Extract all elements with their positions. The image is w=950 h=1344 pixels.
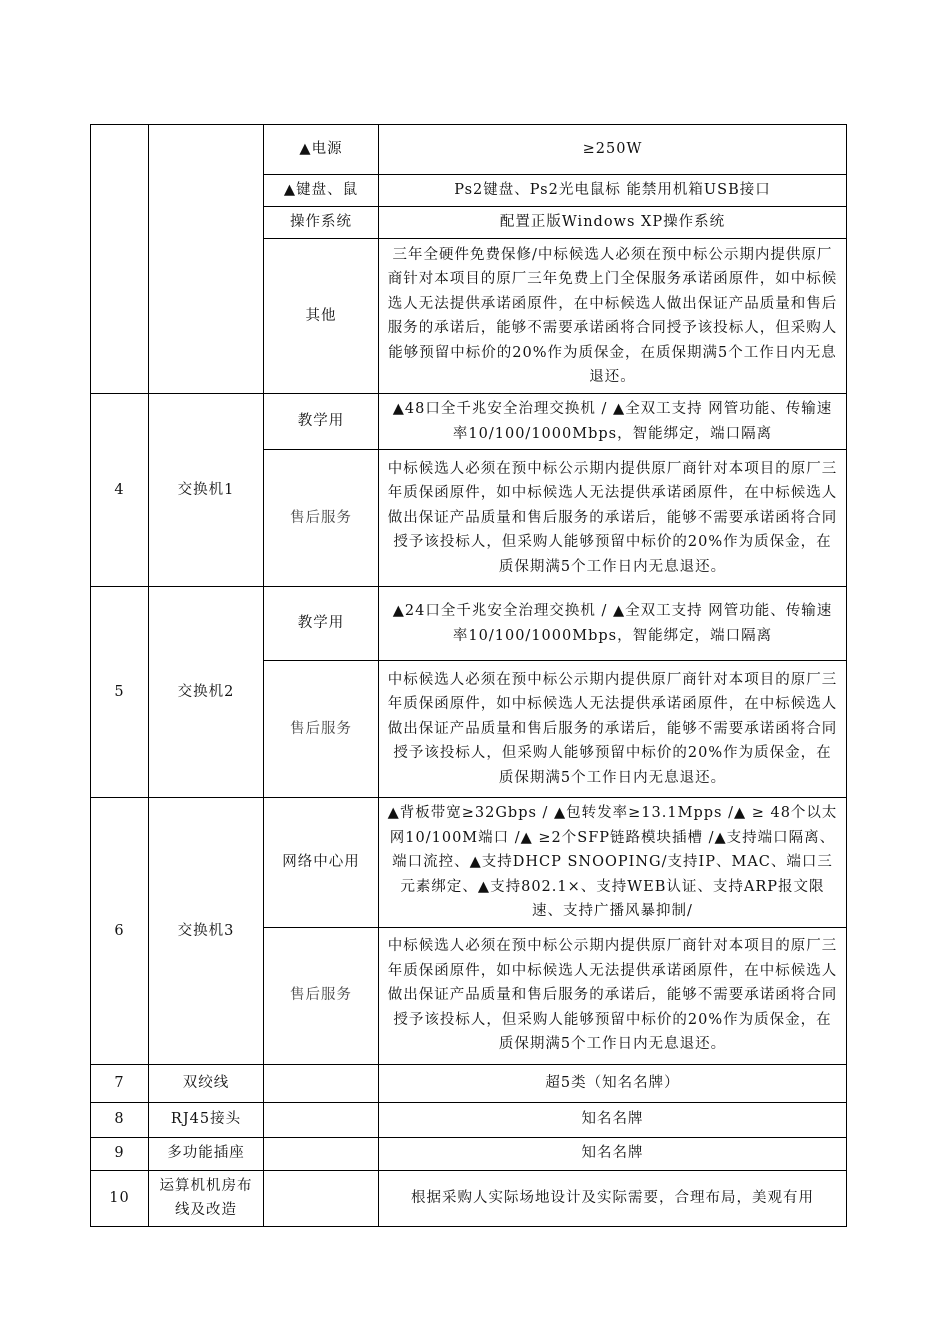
name-cell: 交换机2 xyxy=(149,587,264,798)
table-row xyxy=(91,394,847,450)
spec-value: 超5类（知名名牌） xyxy=(379,1064,847,1102)
spec-label: 操作系统 xyxy=(264,207,379,239)
spec-label: 教学用 xyxy=(264,394,379,450)
name-cell: 运算机机房布线及改造 xyxy=(149,1170,264,1226)
spec-label: 网络中心用 xyxy=(264,798,379,928)
spec-value: 三年全硬件免费保修/中标候选人必须在预中标公示期内提供原厂商针对本项目的原厂三年免费上门全保服务承诺函原件，如中标候选人无法提供承诺函原件，在中标候选人做出保证产品质量和售后服务的承诺后，能够不需要承诺函将合同授予该投标人，但采购人能够预留中标价的20%作为质保金，在质保期满5个工作日内无息退还。 xyxy=(379,239,847,394)
table-row xyxy=(91,1064,847,1102)
name-cell: RJ45接头 xyxy=(149,1102,264,1137)
spec-value: 中标候选人必须在预中标公示期内提供原厂商针对本项目的原厂三年质保函原件，如中标候选人无法提供承诺函原件，在中标候选人做出保证产品质量和售后服务的承诺后，能够不需要承诺函将合同授予该投标人，但采购人能够预留中标价的20%作为质保金，在质保期满5个工作日内无息退还。 xyxy=(379,661,847,798)
spec-label: 售后服务 xyxy=(264,927,379,1064)
spec-value: 知名名牌 xyxy=(379,1102,847,1137)
spec-value: 知名名牌 xyxy=(379,1137,847,1170)
spec-label xyxy=(264,1170,379,1226)
table-row xyxy=(91,1170,847,1226)
spec-value: 中标候选人必须在预中标公示期内提供原厂商针对本项目的原厂三年质保函原件，如中标候选人无法提供承诺函原件，在中标候选人做出保证产品质量和售后服务的承诺后，能够不需要承诺函将合同授予该投标人，但采购人能够预留中标价的20%作为质保金，在质保期满5个工作日内无息退还。 xyxy=(379,927,847,1064)
no-cell: 10 xyxy=(91,1170,149,1226)
spec-label: 教学用 xyxy=(264,587,379,661)
spec-value: Ps2键盘、Ps2光电鼠标 能禁用机箱USB接口 xyxy=(379,175,847,207)
spec-label xyxy=(264,1102,379,1137)
spec-value: 配置正版Windows XP操作系统 xyxy=(379,207,847,239)
spec-label xyxy=(264,1064,379,1102)
name-cell: 双绞线 xyxy=(149,1064,264,1102)
table-row xyxy=(91,1102,847,1137)
spec-value: ▲48口全千兆安全治理交换机 / ▲全双工支持 网管功能、传输速率10/100/1000Mbps，智能绑定，端口隔离 xyxy=(379,394,847,450)
spec-label: ▲电源 xyxy=(264,125,379,175)
spec-value: ≥250W xyxy=(379,125,847,175)
name-cell: 多功能插座 xyxy=(149,1137,264,1170)
table-row xyxy=(91,125,847,175)
no-cell: 8 xyxy=(91,1102,149,1137)
spec-label: ▲键盘、鼠 xyxy=(264,175,379,207)
no-cell: 9 xyxy=(91,1137,149,1170)
spec-value: 中标候选人必须在预中标公示期内提供原厂商针对本项目的原厂三年质保函原件，如中标候选人无法提供承诺函原件，在中标候选人做出保证产品质量和售后服务的承诺后，能够不需要承诺函将合同授予该投标人，但采购人能够预留中标价的20%作为质保金，在质保期满5个工作日内无息退还。 xyxy=(379,450,847,587)
spec-value: 根据采购人实际场地设计及实际需要，合理布局，美观有用 xyxy=(379,1170,847,1226)
no-cell xyxy=(91,125,149,394)
name-cell: 交换机1 xyxy=(149,394,264,587)
spec-label: 售后服务 xyxy=(264,661,379,798)
spec-label: 售后服务 xyxy=(264,450,379,587)
no-cell: 5 xyxy=(91,587,149,798)
spec-label: 其他 xyxy=(264,239,379,394)
name-cell: 交换机3 xyxy=(149,798,264,1065)
no-cell: 4 xyxy=(91,394,149,587)
spec-value: ▲24口全千兆安全治理交换机 / ▲全双工支持 网管功能、传输速率10/100/1000Mbps，智能绑定，端口隔离 xyxy=(379,587,847,661)
spec-value: ▲背板带宽≥32Gbps / ▲包转发率≥13.1Mpps /▲ ≥ 48个以太网10/100M端口 /▲ ≥2个SFP链路模块插槽 /▲支持端口隔离、端口流控、▲支持DHCP SNOOPING/支持IP、MAC、端口三元素绑定、▲支持802.1×、支持WEB认证、支持ARP报文限速、支持广播风暴抑制/ xyxy=(379,798,847,928)
table-row xyxy=(91,798,847,928)
no-cell: 6 xyxy=(91,798,149,1065)
name-cell xyxy=(149,125,264,394)
no-cell: 7 xyxy=(91,1064,149,1102)
spec-label xyxy=(264,1137,379,1170)
table-row xyxy=(91,587,847,661)
table-row xyxy=(91,1137,847,1170)
spec-table xyxy=(90,124,847,1227)
